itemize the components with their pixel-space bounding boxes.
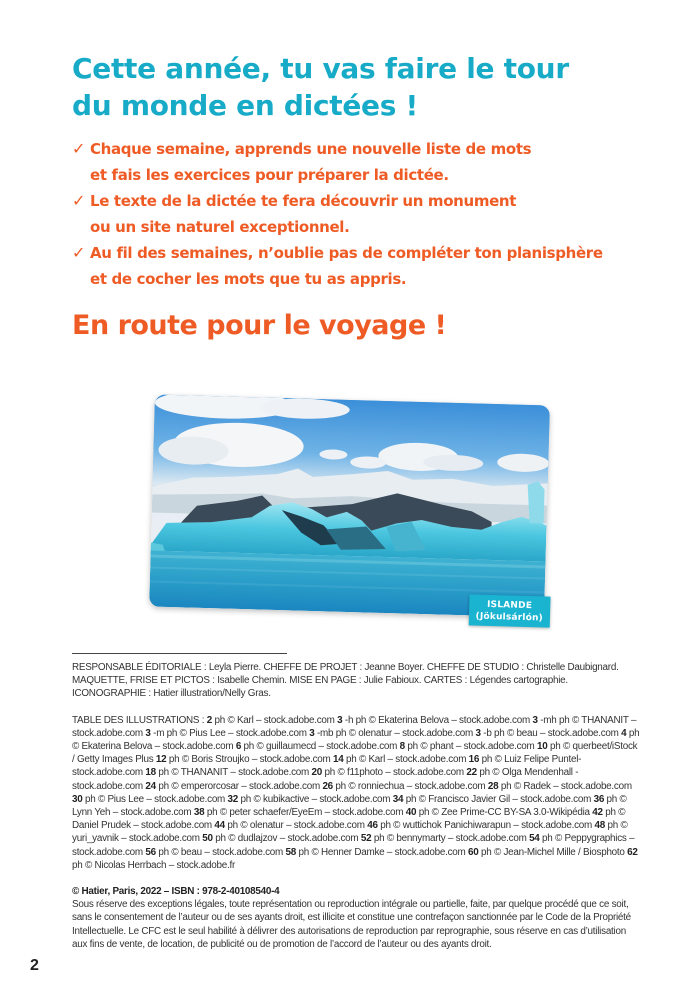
credit-value: Isabelle Chemin. xyxy=(217,675,287,687)
checkmark-icon: ✓ xyxy=(72,191,86,210)
illustration-page-number: 20 xyxy=(311,767,323,779)
credit-label: RESPONSABLE ÉDITORIALE xyxy=(72,662,202,673)
illustration-page-number: 26 xyxy=(322,780,333,792)
illustration-credit: ph © yuri_yavnik – stock.adobe.com xyxy=(72,820,628,845)
illustration-page-number: 62 xyxy=(627,846,638,858)
credit-value: Christelle Daubignard. xyxy=(526,662,619,673)
illustration-credit: -h ph © Ekaterina Belova – stock.adobe.com xyxy=(342,714,530,726)
illustration-credit: ph © Zee Prime-CC BY-SA 3.0-Wikipédia xyxy=(416,807,590,819)
illustration-credit: ph © Karl – stock.adobe.com xyxy=(343,754,467,766)
intro-item-text: ou un site naturel exceptionnel. xyxy=(90,218,350,236)
illustration-page-number: 4 xyxy=(621,727,627,739)
illustration-credit: ph © Daniel Prudek – stock.adobe.com xyxy=(72,807,626,832)
credit-label: CHEFFE DE STUDIO xyxy=(426,662,519,673)
illustration-page-number: 46 xyxy=(367,820,378,832)
page-number: 2 xyxy=(30,957,39,974)
copyright-line xyxy=(72,885,642,898)
intro-item xyxy=(72,188,632,240)
illustration-page-number: 6 xyxy=(235,741,242,753)
illustrations-label: TABLE DES ILLUSTRATIONS xyxy=(72,714,200,726)
illustration-page-number: 16 xyxy=(468,754,480,766)
illustration-credit: ph © kubikactive – stock.adobe.com xyxy=(238,793,391,805)
illustration-page-number: 42 xyxy=(592,807,603,819)
illustration-page-number: 40 xyxy=(405,807,417,819)
intro-item-text: et de cocher les mots que tu as appris. xyxy=(90,270,407,288)
illustration-page-number: 50 xyxy=(202,833,213,845)
illustration-credit: ph © Ekaterina Belova – stock.adobe.com xyxy=(72,727,640,753)
illustration-page-number: 34 xyxy=(392,793,404,805)
illustration-page-number: 8 xyxy=(399,741,405,753)
illustration-credit: ph © Francisco Javier Gil – stock.adobe.com xyxy=(403,793,592,805)
legal-notice: Sous réserve des exceptions légales, toute représentation ou reproduction intégrale ou partielle, faite, par quelque procédé que ce soit, sans le consentement de l’auteur ou de ses ayants droit, est illicite et constitue une contrefaçon sanctionnée par le Code de la Propriété Intellectuelle. Le CFC est le seul habilité à délivrer des autorisations de reproduction par reprographie, sous réserve en cas d’utilisation aux fins de vente, de location, de publicité ou de promotion de l’accord de l’auteur ou des ayants droit. xyxy=(72,899,631,950)
intro-item-text: et fais les exercices pour préparer la dictée. xyxy=(90,166,449,184)
illustration-page-number: 56 xyxy=(145,846,156,858)
intro-item-text: Le texte de la dictée te fera découvrir un monument xyxy=(90,192,517,210)
illustration-page-number: 12 xyxy=(155,754,167,766)
illustration-credit: ph © Olga Mendenhall -stock.adobe.com xyxy=(72,767,579,792)
illustration-page-number: 58 xyxy=(285,846,296,858)
illustration-page-number: 2 xyxy=(206,714,212,726)
illustration-credit: ph © olenatur – stock.adobe.com xyxy=(224,820,365,832)
illustration-credit: -m ph © Pius Lee – stock.adobe.com xyxy=(150,727,307,739)
iceberg-photo xyxy=(149,395,550,618)
credit-label: CARTES xyxy=(423,675,463,687)
intro-item-text: Au fil des semaines, n’oublie pas de compléter ton planisphère xyxy=(90,244,603,262)
illustration-page-number: 3 xyxy=(532,714,538,726)
checkmark-icon: ✓ xyxy=(72,139,86,158)
illustration-credit: ph © phant – stock.adobe.com xyxy=(404,741,535,753)
caption-country: ISLANDE xyxy=(486,599,533,612)
credits-section xyxy=(72,661,642,951)
illustration-credit: ph © dudlajzov – stock.adobe.com xyxy=(212,833,359,845)
illustration-page-number: 30 xyxy=(72,793,83,805)
credit-value: Jeanne Boyer. xyxy=(364,662,425,673)
illustration-page-number: 60 xyxy=(468,846,479,858)
credit-label: MISE EN PAGE xyxy=(289,675,357,687)
illustration-credit: ph © f11photo – stock.adobe.com xyxy=(322,767,464,779)
illustration-page-number: 3 xyxy=(337,714,343,726)
illustration-credit: ph © THANANIT – stock.adobe.com xyxy=(155,767,310,779)
illustration-credit: ph © Radek – stock.adobe.com xyxy=(498,780,632,792)
intro-item xyxy=(72,136,632,188)
illustration-page-number: 38 xyxy=(193,807,205,819)
illustration-credit: ph © Lynn Yeh – stock.adobe.com xyxy=(72,793,627,819)
checkmark-icon: ✓ xyxy=(72,243,86,262)
credit-label: ICONOGRAPHIE xyxy=(72,688,146,700)
illustration-credit: ph © Karl – stock.adobe.com xyxy=(211,714,335,726)
credit-value: Leyla Pierre. xyxy=(208,662,261,673)
illustration-credit: ph © Boris Stroujko – stock.adobe.com xyxy=(166,754,331,766)
illustration-credit: -mb ph © olenatur – stock.adobe.com xyxy=(314,727,474,739)
illustration-credit: ph © ronniechua – stock.adobe.com xyxy=(332,780,486,792)
credit-label: MAQUETTE, FRISE ET PICTOS xyxy=(72,675,210,687)
credit-value: Julie Fabioux. xyxy=(363,675,422,687)
illustration-page-number: 28 xyxy=(487,780,499,792)
illustration-credit: ph © Luiz Felipe Puntel- stock.adobe.com xyxy=(72,754,582,779)
copyright-text: © Hatier, Paris, 2022 – ISBN : 978-2-40108540-4 xyxy=(72,886,280,898)
illustration-credit: ph © peter schaefer/EyeEm – stock.adobe.com xyxy=(204,807,404,819)
illustration-page-number: 52 xyxy=(360,833,372,845)
illustration-credit: ph © Peppygraphics – stock.adobe.com xyxy=(72,833,635,858)
iceberg-photo-figure xyxy=(149,395,550,624)
intro-item-text: Chaque semaine, apprends une nouvelle liste de mots xyxy=(90,140,532,158)
credit-value: Hatier illustration/Nelly Gras. xyxy=(153,688,271,700)
illustration-page-number: 10 xyxy=(536,741,548,753)
illustration-credit: ph © emperorcosar – stock.adobe.com xyxy=(155,780,320,792)
illustration-page-number: 22 xyxy=(466,767,477,779)
illustration-credit: ph © bennymarty – stock.adobe.com xyxy=(371,833,527,845)
illustration-page-number: 32 xyxy=(227,793,239,805)
illustration-page-number: 3 xyxy=(475,727,481,739)
illustration-credit: -mh ph © THANANIT – stock.adobe.com xyxy=(72,714,637,739)
illustration-credit: ph © Jean-Michel Mille / Biosphoto xyxy=(478,846,625,858)
illustration-page-number: 48 xyxy=(594,820,605,832)
illustration-credit: ph © beau – stock.adobe.com xyxy=(155,846,283,858)
caption-place: (Jökulsárlón) xyxy=(475,611,544,624)
page-title xyxy=(72,50,632,124)
section-subtitle: En route pour le voyage ! xyxy=(72,310,447,341)
illustration-credit: ph © guillaumecd – stock.adobe.com xyxy=(241,741,398,753)
photo-caption xyxy=(468,594,550,627)
illustration-credit: ph © querbeet/iStock / Getty Images Plus xyxy=(72,741,638,766)
illustration-credit: -b ph © beau – stock.adobe.com xyxy=(480,727,619,739)
intro-item xyxy=(72,240,632,292)
illustration-page-number: 24 xyxy=(145,780,156,792)
illustration-credit: ph © wuttichok Panichiwarapun – stock.adobe.com xyxy=(377,820,592,832)
illustration-page-number: 14 xyxy=(333,754,344,766)
credit-label: CHEFFE DE PROJET xyxy=(263,662,357,673)
illustration-page-number: 36 xyxy=(593,793,605,805)
staff-credits: RESPONSABLE ÉDITORIALE : Leyla Pierre. CHEFFE DE PROJET : Jeanne Boyer. CHEFFE DE STUDIO : Christelle Daubignard. MAQUETTE, FRISE ET PICTOS : Isabelle Chemin. MISE EN PAGE : Julie Fabioux. CARTES : Légendes cartographie. ICONOGRAPHIE : Hatier illustration/Nelly Gras. xyxy=(72,662,619,700)
illustration-page-number: 3 xyxy=(309,727,315,739)
illustration-credit: ph © Henner Damke – stock.adobe.com xyxy=(295,846,466,858)
credit-value: Légendes cartographie. xyxy=(469,675,568,687)
title-line: Cette année, tu vas faire le tour xyxy=(72,52,569,85)
illustration-credit: ph © Nicolas Herrbach – stock.adobe.fr xyxy=(72,859,235,871)
credits-divider xyxy=(72,653,287,654)
illustration-page-number: 18 xyxy=(145,767,156,779)
illustration-page-number: 44 xyxy=(214,820,225,832)
illustration-page-number: 3 xyxy=(145,727,151,739)
illustrations-credits: TABLE DES ILLUSTRATIONS : 2 ph © Karl – stock.adobe.com 3 -h ph © Ekaterina Belova – stock.adobe.com 3 -mh ph © THANANIT – stock.adobe.com 3 -m ph © Pius Lee – stock.adobe.com 3 -mb ph © olenatur – stock.adobe.com 3 -b ph © beau – stock.adobe.com 4 ph © Ekaterina Belova – stock.adobe.com 6 ph © guillaumecd – stock.adobe.com 8 ph © phant – stock.adobe.com 10 ph © querbeet/iStock / Getty Images Plus 12 ph © Boris Stroujko – stock.adobe.com 14 ph © Karl – stock.adobe.com 16 ph © Luiz Felipe Puntel- stock.adobe.com 18 ph © THANANIT – stock.adobe.com 20 ph © f11photo – stock.adobe.com 22 ph © Olga Mendenhall -stock.adobe.com 24 ph © emperorcosar – stock.adobe.com 26 ph © ronniechua – stock.adobe.com 28 ph © Radek – stock.adobe.com 30 ph © Pius Lee – stock.adobe.com 32 ph © kubikactive – stock.adobe.com 34 ph © Francisco Javier Gil – stock.adobe.com 36 ph © Lynn Yeh – stock.adobe.com 38 ph © peter schaefer/EyeEm – stock.adobe.com 40 ph © Zee Prime-CC BY-SA 3.0-Wikipédia 42 ph © Daniel Prudek – stock.adobe.com 44 ph © olenatur – stock.adobe.com 46 ph © wuttichok Panichiwarapun – stock.adobe.com 48 ph © yuri_yavnik – stock.adobe.com 50 ph © dudlajzov – stock.adobe.com 52 ph © bennymarty – stock.adobe.com 54 ph © Peppygraphics – stock.adobe.com 56 ph © beau – stock.adobe.com 58 ph © Henner Damke – stock.adobe.com 60 ph © Jean-Michel Mille / Biosphoto 62 ph © Nicolas Herrbach – stock.adobe.fr xyxy=(72,714,640,871)
illustration-page-number: 54 xyxy=(529,833,540,845)
title-line: du monde en dictées ! xyxy=(72,89,419,122)
landscape-illustration-icon xyxy=(149,395,550,618)
intro-list xyxy=(72,136,632,292)
illustration-credit: ph © Pius Lee – stock.adobe.com xyxy=(82,793,226,805)
